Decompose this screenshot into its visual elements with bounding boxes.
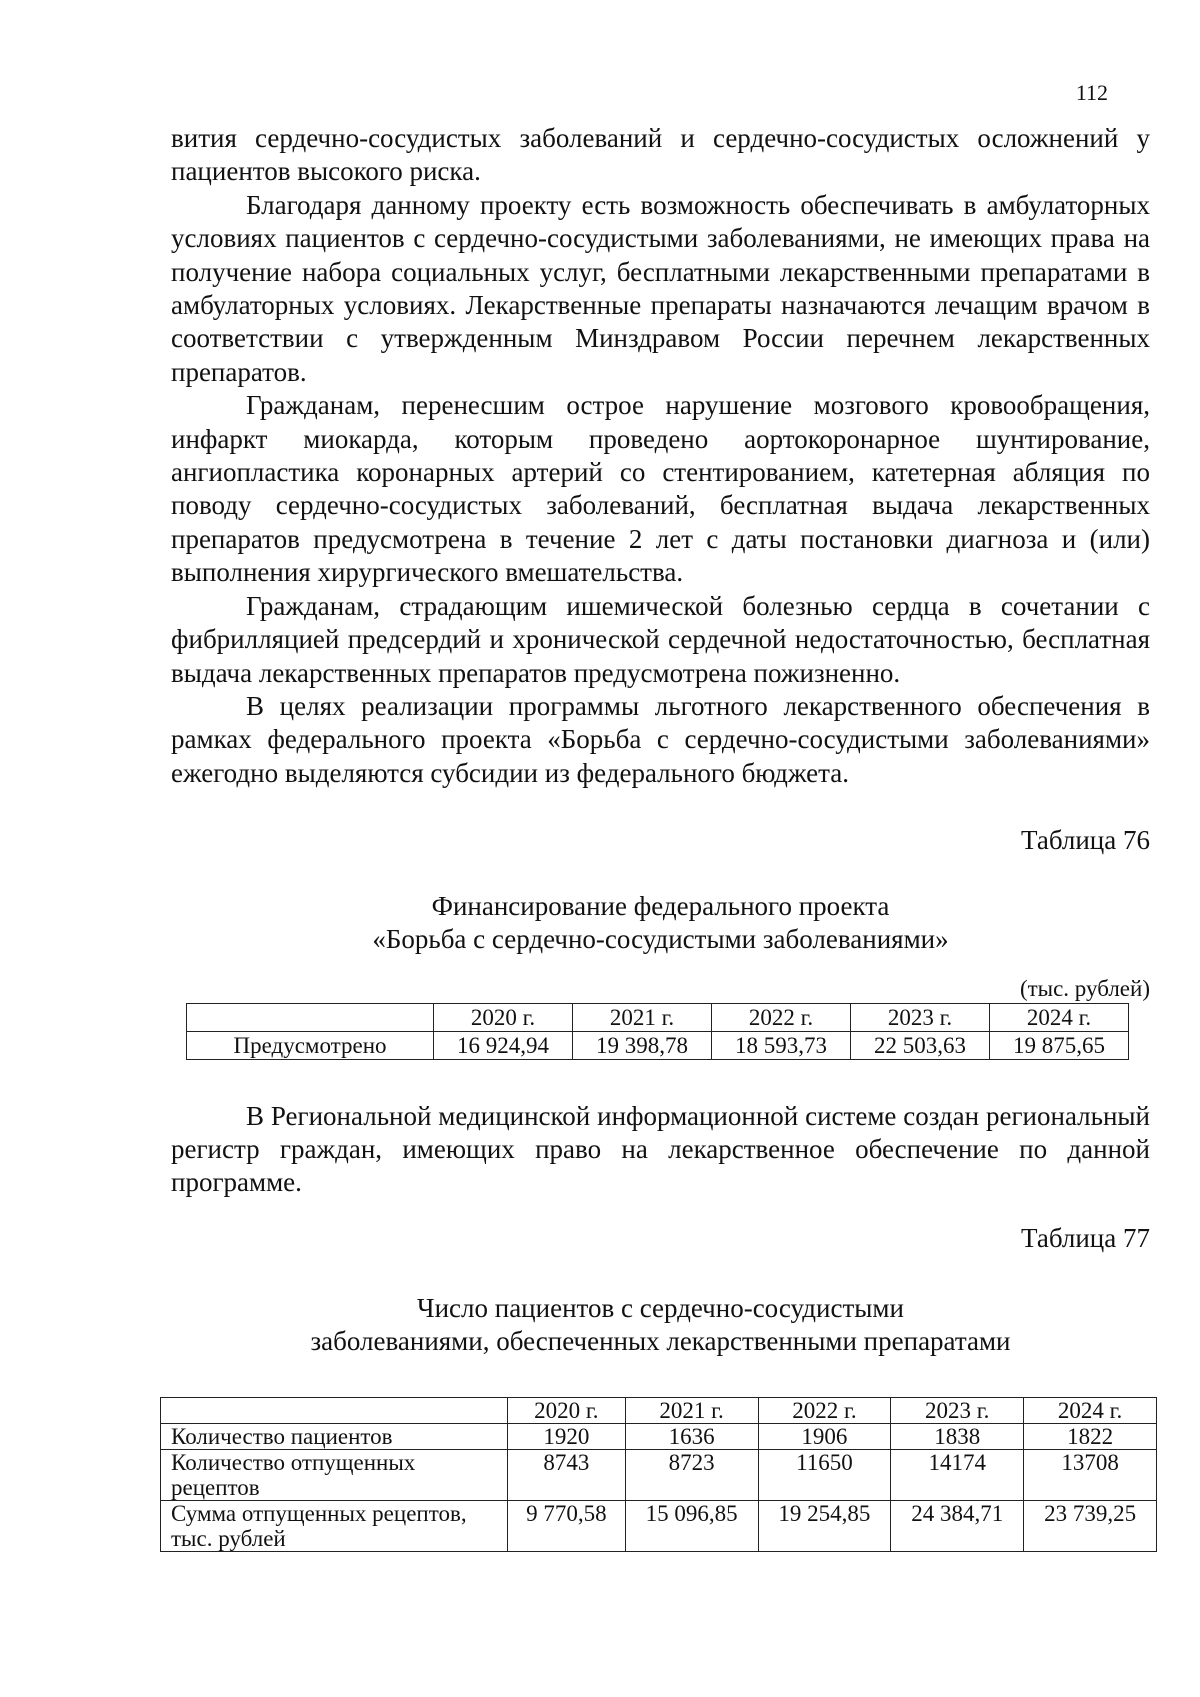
table-row <box>187 1032 1129 1060</box>
table-row-label: Количество пациентов <box>161 1424 508 1450</box>
table-cell: 19 875,65 <box>990 1032 1129 1060</box>
table-cell: 1838 <box>891 1424 1024 1450</box>
table-cell: 14174 <box>891 1450 1024 1501</box>
table-cell: 1920 <box>508 1424 626 1450</box>
table-row-label: Предусмотрено <box>187 1032 434 1060</box>
table-cell-empty <box>161 1398 508 1424</box>
table-row <box>161 1450 1157 1501</box>
table-cell: 15 096,85 <box>625 1501 758 1552</box>
table-cell: 1906 <box>758 1424 891 1450</box>
table-cell: 16 924,94 <box>434 1032 573 1060</box>
table-header-cell: 2022 г. <box>712 1004 851 1032</box>
table-row-label: Количество отпущенных рецептов <box>161 1450 508 1501</box>
paragraph: В целях реализации программы льготного лекарственного обеспечения в рамках федерального проекта «Борьба с сердечно-сосудистыми заболеваниями» ежегодно выделяются субсидии из федерального бюджета. <box>171 690 1150 788</box>
table-76-label: Таблица 76 <box>1021 825 1150 855</box>
table-77-title-line: Число пациентов с сердечно-сосудистыми <box>417 1293 904 1323</box>
table-header-cell: 2021 г. <box>573 1004 712 1032</box>
table-header-cell: 2020 г. <box>434 1004 573 1032</box>
paragraph: Гражданам, перенесшим острое нарушение мозгового кровообращения, инфаркт миокарда, которым проведено аортокоронарное шунтирование, ангиопластика коронарных артерий со стентированием, катетерная абляция по поводу сердечно-сосудистых заболеваний, бесплатная выдача лекарственных препаратов предусмотрена в течение 2 лет с даты постановки диагноза и (или) выполнения хирургического вмешательства. <box>171 390 1150 588</box>
page-number: 112 <box>1075 80 1108 105</box>
paragraph: вития сердечно-сосудистых заболеваний и сердечно-сосудистых осложнений у пациентов высокого риска. <box>171 123 1150 187</box>
table-cell: 11650 <box>758 1450 891 1501</box>
table-header-cell: 2022 г. <box>758 1398 891 1424</box>
table-cell: 22 503,63 <box>851 1032 990 1060</box>
table-77-title-line: заболеваниями, обеспеченных лекарственными препаратами <box>310 1326 1011 1356</box>
table-row <box>161 1501 1157 1552</box>
table-header-cell: 2023 г. <box>891 1398 1024 1424</box>
table-76-units: (тыс. рублей) <box>1019 976 1150 1001</box>
table-77-title <box>171 1292 1150 1358</box>
table-header-row <box>187 1004 1129 1032</box>
table-header-cell: 2020 г. <box>508 1398 626 1424</box>
table-cell: 19 254,85 <box>758 1501 891 1552</box>
paragraph: Гражданам, страдающим ишемической болезнью сердца в сочетании с фибрилляцией предсердий и хронической сердечной недостаточностью, бесплатная выдача лекарственных препаратов предусмотрена пожизненно. <box>171 590 1150 688</box>
table-header-row <box>161 1398 1157 1424</box>
table-76-title-line: Финансирование федерального проекта <box>431 891 890 921</box>
paragraph: Благодаря данному проекту есть возможность обеспечивать в амбулаторных условиях пациентов с сердечно-сосудистыми заболеваниями, не имеющих права на получение набора социальных услуг, бесплатными лекарственными препаратами в амбулаторных условиях. Лекарственные препараты назначаются лечащим врачом в соответствии с утвержденным Минздравом России перечнем лекарственных препаратов. <box>171 189 1150 387</box>
table-header-cell: 2023 г. <box>851 1004 990 1032</box>
table-cell: 1636 <box>625 1424 758 1450</box>
table-cell: 13708 <box>1024 1450 1157 1501</box>
table-77-label: Таблица 77 <box>1021 1223 1150 1253</box>
table-cell: 23 739,25 <box>1024 1501 1157 1552</box>
table-77 <box>160 1397 1157 1552</box>
table-row <box>161 1424 1157 1450</box>
table-76-title-line: «Борьба с сердечно-сосудистыми заболеваниями» <box>372 924 949 954</box>
table-cell: 18 593,73 <box>712 1032 851 1060</box>
table-76 <box>186 1003 1129 1060</box>
table-row-label: Сумма отпущенных рецептов, тыс. рублей <box>161 1501 508 1552</box>
body-text <box>171 122 1150 790</box>
table-cell: 24 384,71 <box>891 1501 1024 1552</box>
paragraph: В Региональной медицинской информационной системе создан региональный регистр граждан, имеющих право на лекарственное обеспечение по данной программе. <box>171 1101 1150 1197</box>
table-header-cell: 2021 г. <box>625 1398 758 1424</box>
table-76-title <box>171 890 1150 956</box>
table-cell: 8743 <box>508 1450 626 1501</box>
table-cell: 19 398,78 <box>573 1032 712 1060</box>
table-header-cell: 2024 г. <box>1024 1398 1157 1424</box>
table-cell-empty <box>187 1004 434 1032</box>
table-header-cell: 2024 г. <box>990 1004 1129 1032</box>
table-cell: 1822 <box>1024 1424 1157 1450</box>
table-cell: 8723 <box>625 1450 758 1501</box>
table-cell: 9 770,58 <box>508 1501 626 1552</box>
